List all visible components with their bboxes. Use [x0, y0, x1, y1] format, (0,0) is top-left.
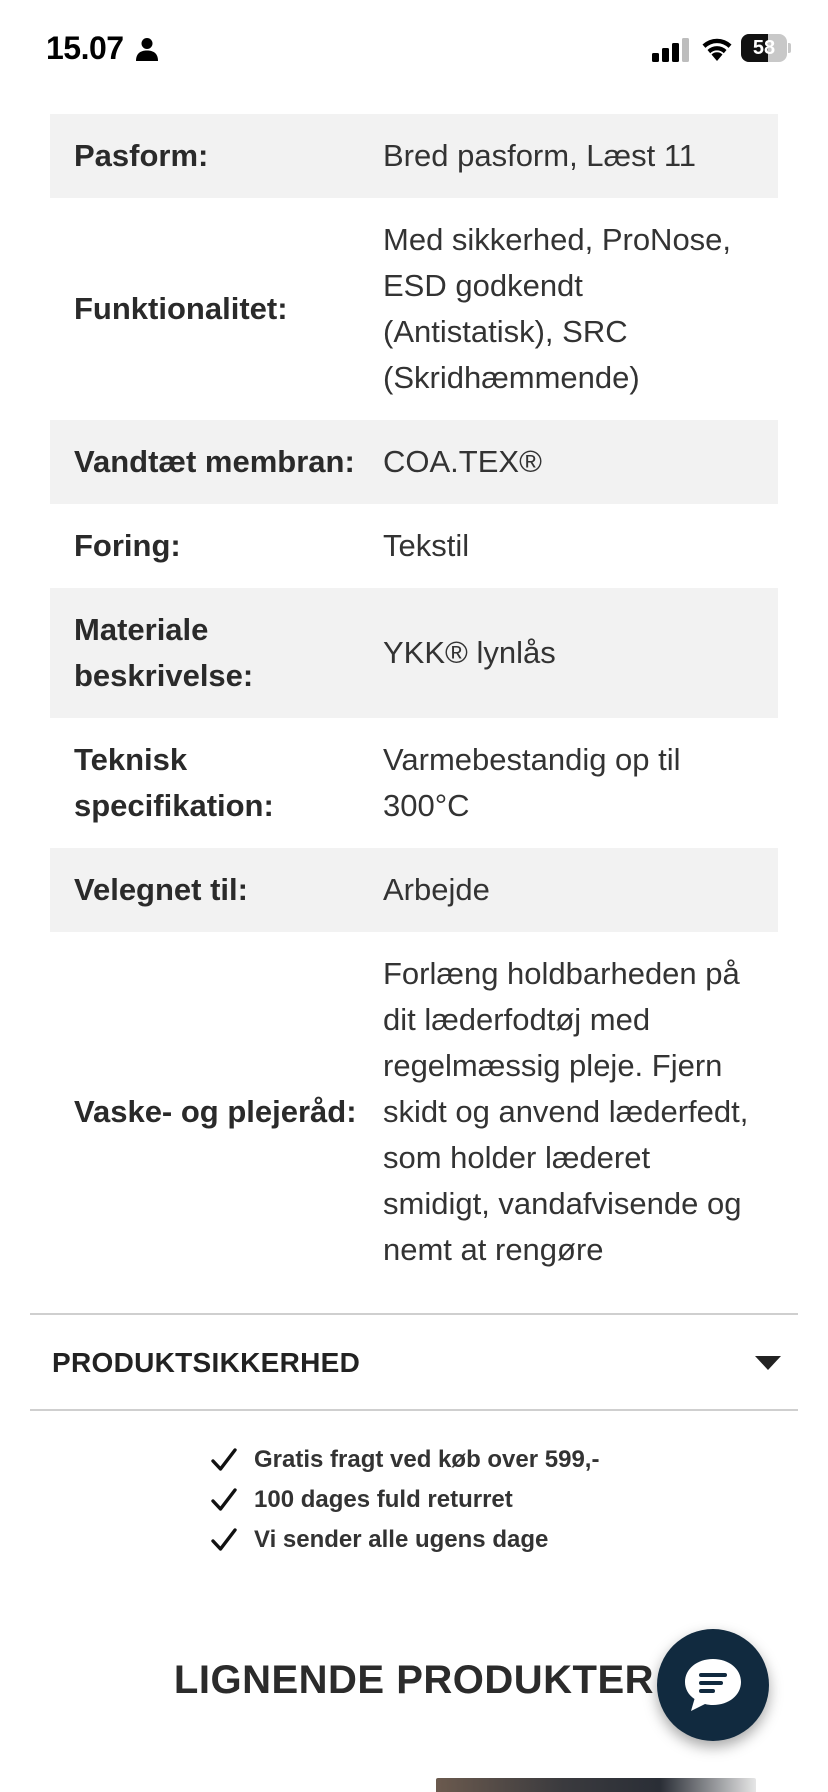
spec-value: YKK® lynlås: [383, 635, 556, 670]
benefit-item: [210, 1520, 770, 1560]
caret-down-icon[interactable]: [754, 1355, 782, 1371]
spec-row-materiale-beskrivelse: [50, 588, 778, 718]
chat-bubble-icon: [681, 1656, 745, 1714]
benefit-item: [210, 1480, 770, 1520]
check-icon: [210, 1486, 238, 1514]
spec-row-vandtaet-membran: [50, 420, 778, 504]
spec-value: Med sikkerhed, ProNose, ESD godkendt (Antistatisk), SRC (Skridhæmmende): [383, 222, 732, 395]
spec-value: Arbejde: [383, 872, 490, 907]
benefit-text: 100 dages fuld returret: [254, 1486, 513, 1513]
product-thumbnail[interactable]: [436, 1778, 756, 1792]
spec-row-teknisk-specifikation: [50, 718, 778, 848]
spec-label: Materiale beskrivelse:: [74, 612, 254, 693]
battery-icon: [741, 34, 791, 62]
spec-row-foring: [50, 504, 778, 588]
benefit-item: [210, 1440, 770, 1480]
battery-level: 58: [752, 37, 776, 59]
person-icon: [134, 36, 160, 62]
benefit-text: Gratis fragt ved køb over 599,-: [254, 1446, 600, 1473]
spec-value: Bred pasform, Læst 11: [383, 138, 697, 173]
check-icon: [210, 1526, 238, 1554]
spec-label: Velegnet til:: [74, 872, 248, 907]
spec-value: Forlæng holdbarheden på dit læderfodtøj med regelmæssig pleje. Fjern skidt og anvend læderfedt, som holder læderet smidigt, vandafvisende og nemt at rengøre: [383, 956, 749, 1267]
spec-label: Teknisk specifikation:: [74, 742, 274, 823]
spec-value: Tekstil: [383, 528, 470, 563]
status-bar: [0, 0, 828, 100]
spec-row-pasform: [50, 114, 778, 198]
divider: [30, 1409, 798, 1411]
spec-label: Pasform:: [74, 138, 209, 173]
chat-button[interactable]: [657, 1629, 769, 1741]
status-time: 15.07: [46, 30, 124, 66]
check-icon: [210, 1446, 238, 1474]
spec-label: Funktionalitet:: [74, 291, 288, 326]
spec-row-vaske-og-plejeraad: [50, 932, 778, 1292]
spec-label: Vandtæt membran:: [74, 444, 355, 479]
spec-row-funktionalitet: [50, 198, 778, 420]
spec-value: Varmebestandig op til 300°C: [383, 742, 681, 823]
similar-products-heading: LIGNENDE PRODUKTER: [173, 1658, 655, 1702]
spec-label: Foring:: [74, 528, 181, 563]
spec-label: Vaske- og plejeråd:: [74, 1094, 357, 1129]
accordion-title: PRODUKTSIKKERHED: [52, 1347, 361, 1378]
spec-value: COA.TEX®: [383, 444, 542, 479]
spec-row-velegnet-til: [50, 848, 778, 932]
benefit-text: Vi sender alle ugens dage: [254, 1526, 549, 1553]
specification-table: [50, 114, 778, 1292]
cellular-signal-icon: [652, 38, 692, 62]
benefits-list: [210, 1440, 770, 1560]
divider: [30, 1313, 798, 1315]
wifi-icon: [699, 34, 735, 62]
produktsikkerhed-accordion[interactable]: [30, 1316, 798, 1410]
